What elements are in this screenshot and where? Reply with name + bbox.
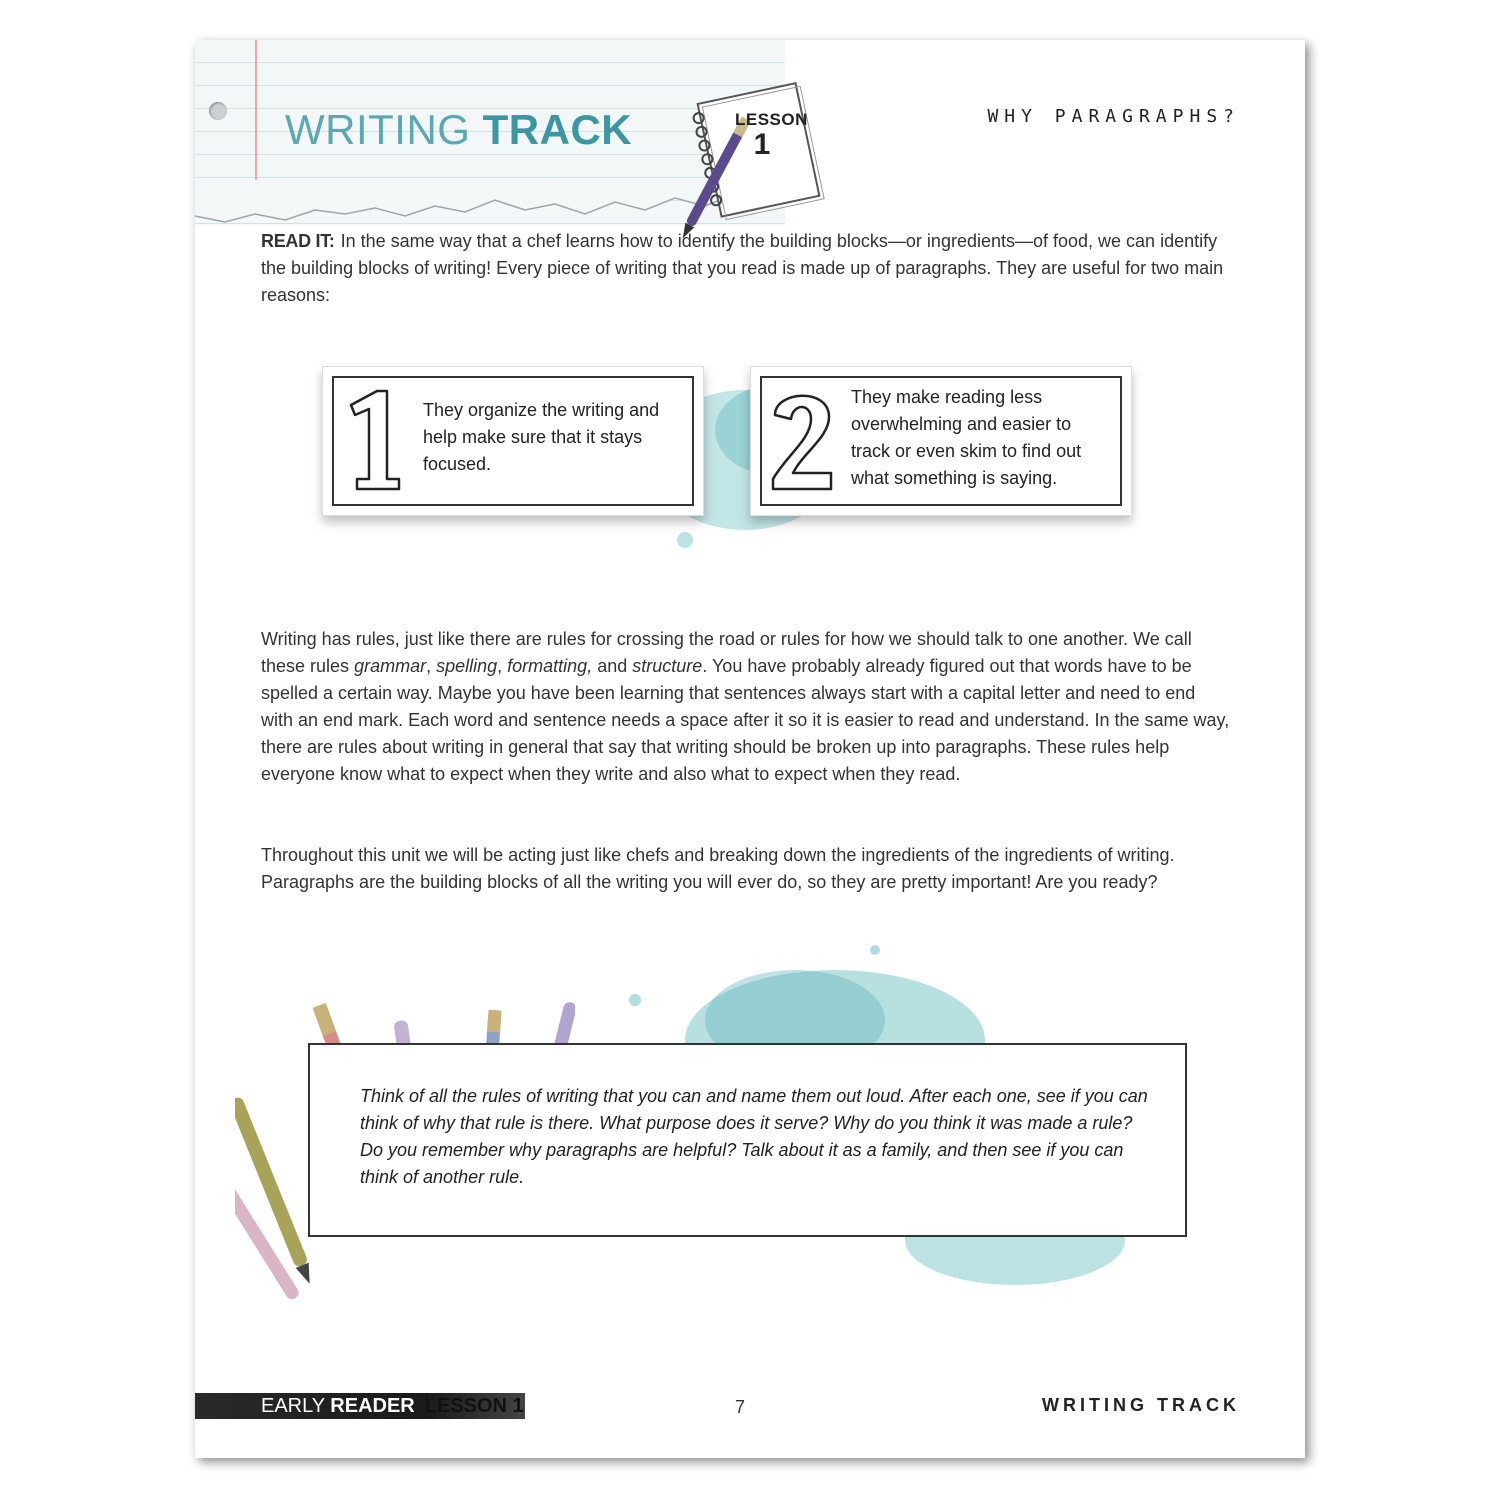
document-page <box>195 40 1305 1458</box>
reason-card-2 <box>750 366 1132 516</box>
lesson-badge <box>735 110 808 161</box>
read-it-label: READ IT: <box>261 231 335 251</box>
intro-paragraph <box>261 228 1231 309</box>
number-one-icon <box>339 385 409 495</box>
lesson-word: LESSON <box>735 110 808 129</box>
paper-hole <box>209 102 227 120</box>
page-number: 7 <box>735 1397 746 1417</box>
section-title: WHY PARAGRAPHS? <box>987 106 1240 127</box>
number-two-icon <box>767 385 837 495</box>
page-title: WRITING TRACK <box>285 106 633 153</box>
ready-paragraph: Throughout this unit we will be acting just like chefs and breaking down the ingredients of the ingredients of writing. Paragraphs are the building blocks of all the writing you will ever do, so they are pretty important! Are you ready? <box>261 845 1175 892</box>
activity-box <box>308 1043 1187 1237</box>
activity-text: Think of all the rules of writing that you can and name them out loud. After each one, see if you can think of why that rule is there. What purpose does it serve? Why do you think it was made a rule? Do you remember why paragraphs are helpful? Talk about it as a family, and then see if you can think of another rule. <box>360 1086 1148 1187</box>
lesson-number: 1 <box>753 128 771 161</box>
footer-track-label: WRITING TRACK <box>1042 1395 1240 1415</box>
intro-text: In the same way that a chef learns how to identify the building blocks—or ingredients—of food, we can identify the building blocks of writing! Every piece of writing that you read is made up of paragraphs. They are useful for two main reasons: <box>261 231 1224 305</box>
footer-course-label: EARLY READER LESSON 1 <box>261 1395 524 1417</box>
reason-card-1 <box>322 366 704 516</box>
reason-text-2: They make reading less overwhelming and easier to track or even skim to find out what something is saying. <box>851 387 1082 488</box>
paper-margin-line <box>255 40 257 200</box>
rules-paragraph: Writing has rules, just like there are rules for crossing the road or rules for how we should talk to one another. We call these rules grammar, spelling, formatting, and structure. You have probably already figured out that words have to be spelled a certain way. Maybe you have been learning that sentences always start with a capital letter and need to end with an end mark. Each word and sentence needs a space after it so it is easier to read and understand. In the same way, there are rules about writing in general that say that writing should be broken up into paragraphs. These rules help everyone know what to expect when they write and also what to expect when they read. <box>261 629 1230 784</box>
reason-text-1: They organize the writing and help make sure that it stays focused. <box>423 400 660 474</box>
